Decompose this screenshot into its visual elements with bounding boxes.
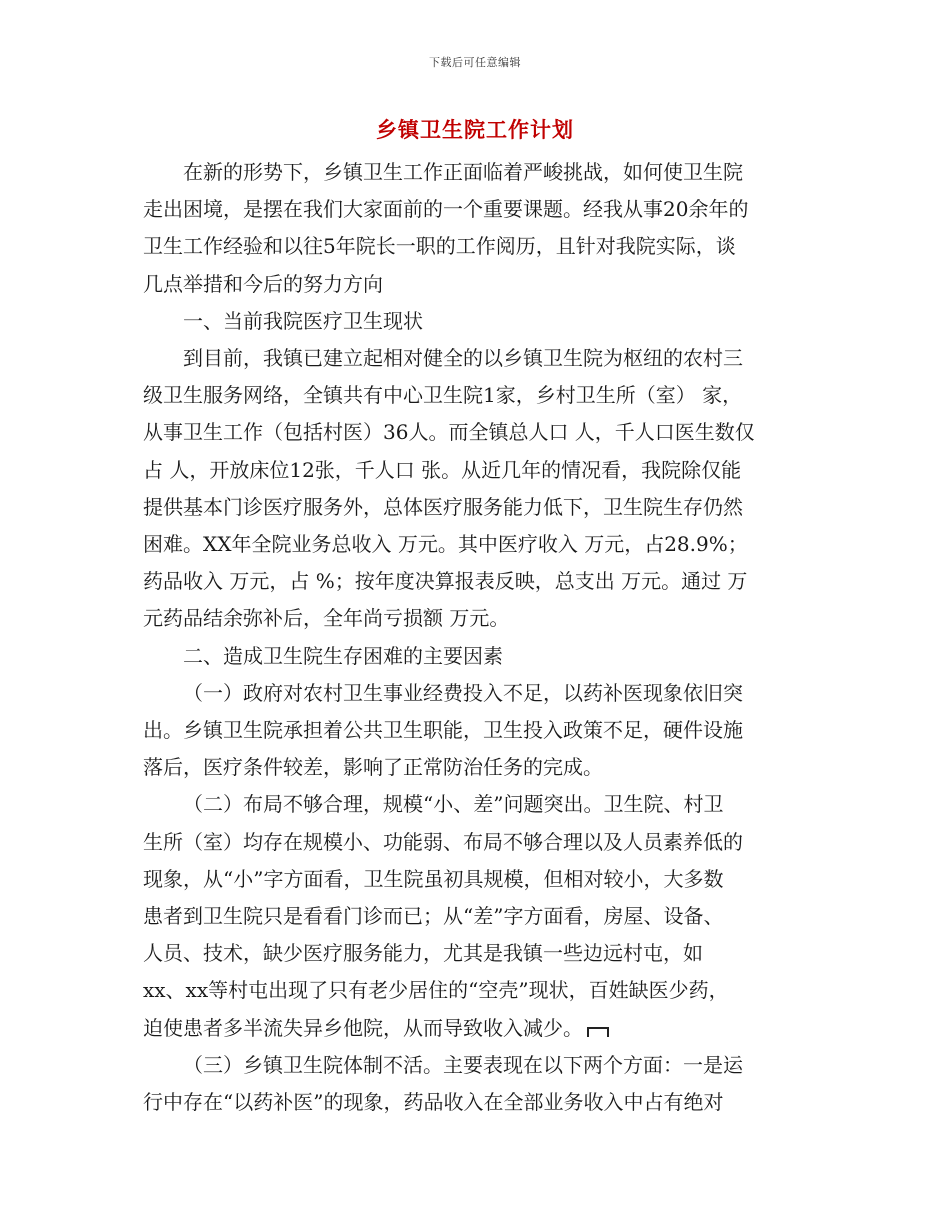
section-heading-2 bbox=[143, 638, 803, 675]
text-line: 出。乡镇卫生院承担着公共卫生职能，卫生投入政策不足，硬件设施 bbox=[143, 718, 743, 743]
text-line: 现象，从“小”字方面看，卫生院虽初具规模，但相对较小，大多数 bbox=[143, 866, 724, 891]
text-line-with-mark bbox=[143, 1010, 803, 1047]
text-line: （二）布局不够合理，规模“小、差”问题突出。卫生院、村卫 bbox=[183, 792, 724, 817]
text-line: 提供基本门诊医疗服务外，总体医疗服务能力低下，卫生院生存仍然 bbox=[143, 494, 743, 519]
text-line: 患者到卫生院只是看看门诊而已；从“差”字方面看，房屋、设备、 bbox=[143, 904, 724, 929]
text-line: 走出困境，是摆在我们大家面前的一个重要课题。经我从事20余年的 bbox=[143, 197, 749, 222]
text-line: 困难。XX年全院业务总收入 万元。其中医疗收入 万元，占28.9%； bbox=[143, 532, 748, 557]
paragraph-intro bbox=[143, 154, 803, 303]
text-line: 级卫生服务网络，全镇共有中心卫生院1家，乡村卫生所（室） 家， bbox=[143, 383, 743, 408]
text-line: 落后，医疗条件较差，影响了正常防治任务的完成。 bbox=[143, 755, 603, 780]
text-line: 迫使患者多半流失异乡他院，从而导致收入减少。 bbox=[143, 1015, 583, 1040]
text-line: xx、xx等村屯出现了只有老少居住的“空壳”现状，百姓缺医少药， bbox=[143, 978, 729, 1003]
bracket-mark-icon bbox=[587, 1027, 609, 1037]
section-heading: 二、造成卫生院生存困难的主要因素 bbox=[183, 643, 503, 668]
text-line: 从事卫生工作（包括村医）36人。而全镇总人口 人，千人口医生数仅 bbox=[143, 420, 755, 445]
text-line: 在新的形势下，乡镇卫生工作正面临着严峻挑战，如何使卫生院 bbox=[183, 160, 743, 184]
text-line: 药品收入 万元，占 %；按年度决算报表反映，总支出 万元。通过 万 bbox=[143, 569, 748, 594]
text-line: （三）乡镇卫生院体制不活。主要表现在以下两个方面：一是运 bbox=[183, 1052, 743, 1077]
text-line: 人员、技术，缺少医疗服务能力，尤其是我镇一些边远村屯，如 bbox=[143, 941, 703, 966]
document-body bbox=[143, 154, 803, 1121]
text-line: 生所（室）均存在规模小、功能弱、布局不够合理以及人员素养低的 bbox=[143, 829, 743, 854]
text-line: 到目前，我镇已建立起相对健全的以乡镇卫生院为枢纽的农村三 bbox=[183, 346, 743, 371]
section-heading-1 bbox=[143, 303, 803, 340]
text-line: 几点举措和今后的努力方向 bbox=[143, 271, 383, 296]
paragraph-status bbox=[143, 340, 803, 638]
header-note: 下载后可任意编辑 bbox=[429, 56, 521, 69]
text-line: 元药品结余弥补后，全年尚亏损额 万元。 bbox=[143, 606, 510, 631]
document-title: 乡镇卫生院工作计划 bbox=[376, 117, 574, 142]
section-heading: 一、当前我院医疗卫生现状 bbox=[183, 308, 423, 333]
paragraph-factor-3 bbox=[143, 1047, 803, 1121]
text-line: 卫生工作经验和以往5年院长一职的工作阅历，且针对我院实际，谈 bbox=[143, 234, 736, 259]
text-line: 占 人，开放床位12张，千人口 张。从近几年的情况看，我院除仅能 bbox=[143, 457, 742, 482]
paragraph-factor-1 bbox=[143, 675, 803, 787]
text-line: （一）政府对农村卫生事业经费投入不足，以药补医现象依旧突 bbox=[183, 680, 743, 705]
paragraph-factor-2 bbox=[143, 786, 803, 1046]
text-line: 行中存在“以药补医”的现象，药品收入在全部业务收入中占有绝对 bbox=[143, 1090, 724, 1115]
